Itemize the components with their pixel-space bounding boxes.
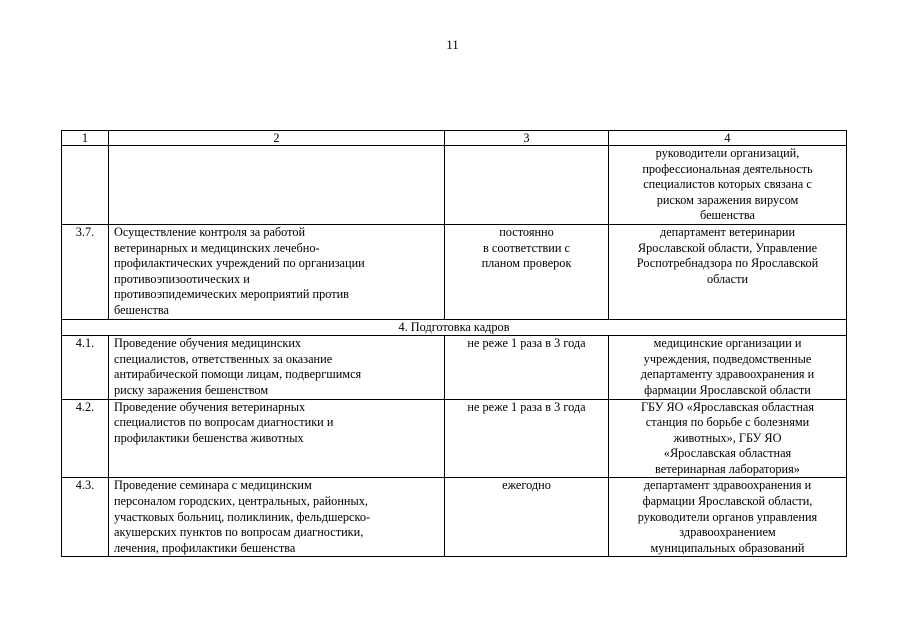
- item-number: 4.3.: [62, 478, 109, 557]
- item-number: 4.1.: [62, 336, 109, 399]
- cell-text-line: Проведение обучения ветеринарных: [114, 399, 306, 414]
- cell-text-line: бешенства: [114, 302, 169, 317]
- table-header-row: [62, 131, 847, 146]
- cell-text-line: фармации Ярославской области: [644, 382, 811, 397]
- cell-text-line: ветеринарная лаборатория»: [655, 461, 800, 476]
- cell-text-line: планом проверок: [481, 256, 572, 271]
- period-cell: [445, 399, 609, 478]
- cell-text-line: департамент ветеринарии: [659, 224, 796, 239]
- cell-text-line: Проведение обучения медицинских: [114, 336, 302, 351]
- cell-text-line: специалистов, ответственных за оказание: [114, 351, 333, 366]
- cell-text-line: профилактики бешенства животных: [114, 430, 304, 445]
- cell-text-line: медицинские организации и: [653, 336, 802, 351]
- cell-text-line: риском заражения вирусом: [656, 192, 799, 207]
- cell-text-line: специалистов по вопросам диагностики и: [114, 415, 334, 430]
- period-cell: [445, 478, 609, 557]
- cell-text-line: «Ярославская областная: [663, 446, 792, 461]
- cell-text-line: учреждения, подведомственные: [643, 351, 812, 366]
- item-number: 4.2.: [62, 399, 109, 478]
- cell-text-line: ветеринарных и медицинских лечебно-: [114, 240, 320, 255]
- cell-text-line: участковых больниц, поликлиник, фельдшерско-: [114, 509, 371, 524]
- action-cell: [109, 224, 445, 319]
- section-title: 4. Подготовка кадров: [62, 319, 847, 336]
- cell-text-line: акушерских пунктов по вопросам диагностики,: [114, 525, 364, 540]
- page-number: 11: [446, 37, 459, 52]
- column-header-3: 3: [445, 131, 609, 146]
- responsible-cell: [609, 224, 847, 319]
- cell-text-line: не реже 1 раза в 3 года: [467, 336, 586, 351]
- action-cell: [109, 478, 445, 557]
- table-row: [62, 478, 847, 557]
- cell-text-line: ежегодно: [502, 478, 551, 493]
- cell-text-line: Роспотребнадзора по Ярославской: [636, 256, 819, 271]
- cell-text-line: противоэпизоотических и: [114, 271, 250, 286]
- cell-text-line: департаменту здравоохранения и: [640, 367, 815, 382]
- cell-text-line: фармации Ярославской области,: [642, 494, 813, 509]
- cell-text-line: антирабической помощи лицам, подвергшимся: [114, 367, 362, 382]
- table-row: [62, 146, 847, 225]
- cell-text-line: здравоохранением: [679, 525, 776, 540]
- table-row: [62, 336, 847, 399]
- cell-text-line: департамент здравоохранения и: [643, 478, 812, 493]
- period-cell: [445, 336, 609, 399]
- cell-text-line: муниципальных образований: [650, 540, 805, 555]
- measures-table: [61, 130, 847, 557]
- column-header-4: 4: [609, 131, 847, 146]
- cell-text-line: профессиональная деятельность: [642, 161, 813, 176]
- cell-text-line: руководители органов управления: [637, 509, 818, 524]
- column-header-2: 2: [109, 131, 445, 146]
- cell-text-line: Осуществление контроля за работой: [114, 224, 306, 239]
- cell-text-line: Ярославской области, Управление: [637, 240, 818, 255]
- cell-text-line: постоянно: [499, 224, 554, 239]
- cell-text-line: ГБУ ЯО «Ярославская областная: [640, 399, 815, 414]
- cell-text-line: персоналом городских, центральных, районных,: [114, 494, 368, 509]
- action-cell: [109, 146, 445, 225]
- cell-text-line: бешенства: [700, 208, 755, 223]
- responsible-cell: [609, 478, 847, 557]
- table-row: [62, 224, 847, 319]
- responsible-cell: [609, 336, 847, 399]
- item-number: [62, 146, 109, 225]
- period-cell: [445, 224, 609, 319]
- cell-text-line: станция по борьбе с болезнями: [645, 415, 810, 430]
- table-row: [62, 399, 847, 478]
- cell-text-line: в соответствии с: [483, 240, 570, 255]
- cell-text-line: лечения, профилактики бешенства: [114, 540, 296, 555]
- action-cell: [109, 399, 445, 478]
- cell-text-line: риску заражения бешенством: [114, 382, 269, 397]
- item-number: 3.7.: [62, 224, 109, 319]
- cell-text-line: профилактических учреждений по организации: [114, 256, 365, 271]
- cell-text-line: руководители организаций,: [655, 146, 800, 160]
- responsible-cell: [609, 146, 847, 225]
- cell-text-line: не реже 1 раза в 3 года: [467, 399, 586, 414]
- cell-text-line: противоэпидемических мероприятий против: [114, 287, 349, 302]
- responsible-cell: [609, 399, 847, 478]
- action-cell: [109, 336, 445, 399]
- section-row: [62, 319, 847, 336]
- period-cell: [445, 146, 609, 225]
- cell-text-line: животных», ГБУ ЯО: [673, 430, 782, 445]
- cell-text-line: Проведение семинара с медицинским: [114, 478, 312, 493]
- column-header-1: 1: [62, 131, 109, 146]
- cell-text-line: специалистов которых связана с: [643, 177, 812, 192]
- cell-text-line: области: [706, 271, 749, 286]
